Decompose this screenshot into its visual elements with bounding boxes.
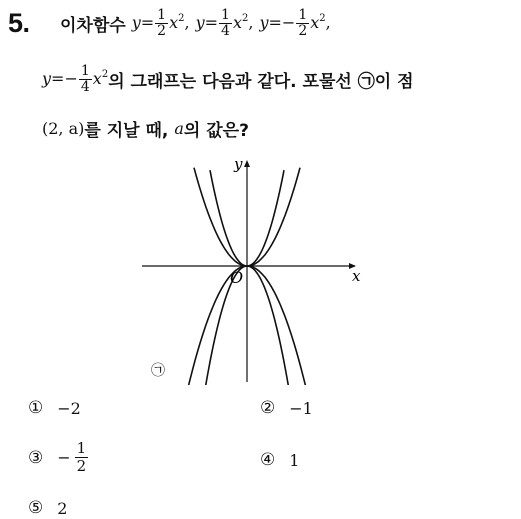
choice-3[interactable] xyxy=(28,440,89,475)
choice-5-mark: ⑤ xyxy=(28,498,44,518)
choice-3-mark: ③ xyxy=(28,447,44,468)
choice-2-mark: ② xyxy=(260,398,276,418)
choice-1[interactable] xyxy=(28,398,81,418)
question-line-3-end: 의 값은? xyxy=(183,121,249,141)
function-1: y= $\frac{1}{2}$ $x^2$, xyxy=(131,7,190,39)
x-axis-label: x xyxy=(352,267,361,285)
point-coordinate: (2, a) xyxy=(42,119,85,138)
question-line-3 xyxy=(42,116,249,141)
y-axis-label: y xyxy=(234,155,243,173)
choice-3-value: − $\frac{1}{2}$ xyxy=(57,439,87,475)
function-4: y=− $\frac{1}{4}$ $x^2$ xyxy=(42,63,109,95)
question-intro: 이차함수 xyxy=(60,16,126,36)
origin-label: O xyxy=(230,268,244,287)
choice-4-value: 1 xyxy=(289,450,300,470)
choice-2-value: −1 xyxy=(289,398,313,418)
curve-label-giyeok: ㉠ xyxy=(151,363,165,379)
choice-4[interactable] xyxy=(260,450,299,470)
function-3: y=− $\frac{1}{2}$ $x^2$, xyxy=(259,7,331,39)
variable-a: a xyxy=(174,119,184,138)
choice-4-mark: ④ xyxy=(260,450,276,470)
parabola-graph xyxy=(130,150,370,385)
choice-5[interactable] xyxy=(28,498,67,518)
choice-1-mark: ① xyxy=(28,398,44,418)
choice-1-value: −2 xyxy=(57,398,81,418)
function-2: y= $\frac{1}{4}$ $x^2$, xyxy=(195,7,254,39)
choice-5-value: 2 xyxy=(57,498,68,518)
y-axis-arrow xyxy=(244,160,250,167)
question-line-2 xyxy=(42,64,414,95)
question-number: 5. xyxy=(8,8,30,38)
choice-2[interactable] xyxy=(260,398,313,418)
question-line-1 xyxy=(60,8,331,39)
question-line-2-text: 의 그래프는 다음과 같다. 포물선 ㉠이 점 xyxy=(108,72,414,92)
question-line-3-text: 를 지날 때, xyxy=(84,121,169,141)
